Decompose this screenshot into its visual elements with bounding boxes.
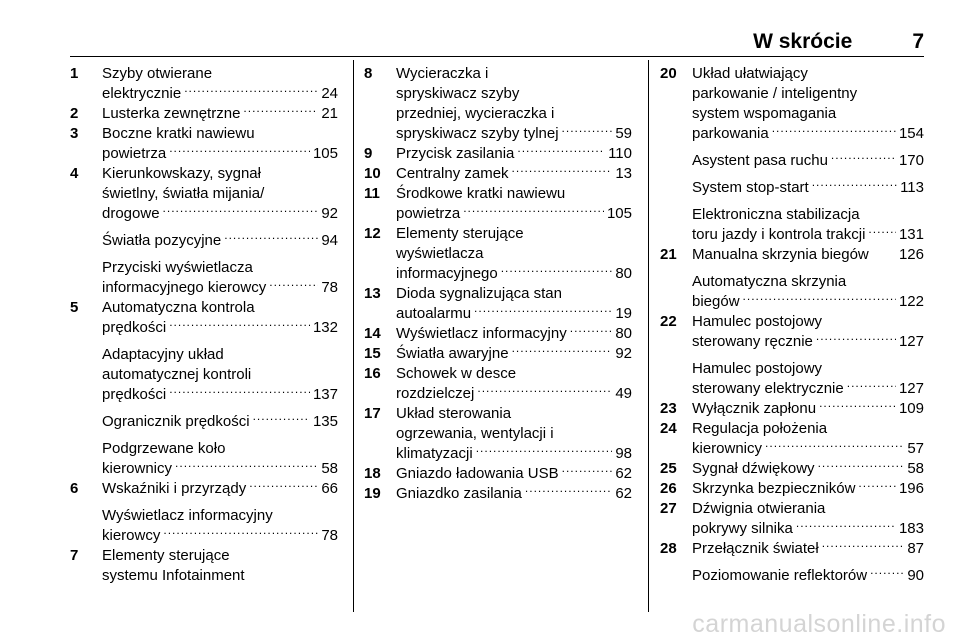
dot-leader xyxy=(772,124,896,138)
entry-text-line: Szyby otwierane xyxy=(102,65,213,82)
entry-label: Światła pozycyjne xyxy=(102,232,222,249)
callout-number: 8 xyxy=(364,65,373,82)
entry-label: klimatyzacji xyxy=(396,445,473,462)
entry-label: Lusterka zewnętrzne xyxy=(102,105,241,122)
dot-leader xyxy=(169,144,310,158)
entry-text-line: Układ sterowania xyxy=(396,405,512,422)
entry-text-line: systemu Infotainment xyxy=(102,567,245,584)
entry-gap xyxy=(660,265,924,272)
dot-leader xyxy=(512,164,613,178)
entry-leader-line xyxy=(692,399,924,419)
index-entry[interactable] xyxy=(660,399,924,419)
dot-leader xyxy=(512,344,613,358)
entry-label: Skrzynka bezpieczników xyxy=(692,480,856,497)
index-entry[interactable] xyxy=(70,506,338,546)
index-entry[interactable] xyxy=(364,224,632,284)
entry-label: Światła awaryjne xyxy=(396,345,509,362)
index-entry[interactable] xyxy=(70,124,338,164)
entry-gap xyxy=(660,198,924,205)
callout-number: 21 xyxy=(660,246,677,263)
entry-leader-line xyxy=(692,245,924,265)
entry-label: pokrywy silnika xyxy=(692,520,793,537)
entry-text-line: spryskiwacz szyby xyxy=(396,85,520,102)
callout-number: 4 xyxy=(70,165,79,182)
entry-leader-line xyxy=(692,519,924,539)
entry-leader-line xyxy=(396,444,632,464)
entry-text-line: Podgrzewane koło xyxy=(102,440,226,457)
callout-number: 7 xyxy=(70,547,79,564)
dot-leader xyxy=(269,278,318,292)
entry-leader-line xyxy=(396,304,632,324)
index-entry[interactable] xyxy=(70,479,338,499)
page-reference[interactable]: 49 xyxy=(615,385,632,402)
entry-label: informacyjnego kierowcy xyxy=(102,279,267,296)
page-reference[interactable]: 154 xyxy=(898,125,924,142)
header-rule xyxy=(70,56,924,57)
dot-leader xyxy=(163,526,318,540)
entry-leader-line xyxy=(102,459,338,479)
index-entry[interactable] xyxy=(660,539,924,559)
callout-number: 5 xyxy=(70,299,79,316)
entry-label: Wyłącznik zapłonu xyxy=(692,400,817,417)
index-entry[interactable] xyxy=(660,245,924,265)
entry-text-line: Elementy sterujące xyxy=(102,547,230,564)
callout-number: 19 xyxy=(364,485,381,502)
page-reference[interactable]: 66 xyxy=(321,480,338,497)
column-divider xyxy=(353,60,354,612)
page-reference[interactable]: 21 xyxy=(321,105,338,122)
page-reference[interactable]: 24 xyxy=(321,85,338,102)
index-entry[interactable] xyxy=(660,272,924,312)
entry-label: System stop-start xyxy=(692,179,809,196)
entry-leader-line xyxy=(102,412,338,432)
dot-leader xyxy=(474,304,612,318)
page-reference[interactable]: 105 xyxy=(606,205,632,222)
callout-number: 1 xyxy=(70,65,79,82)
entry-text-line: ogrzewania, wentylacji i xyxy=(396,425,554,442)
callout-number: 22 xyxy=(660,313,677,330)
entry-leader-line xyxy=(102,104,338,124)
page-reference[interactable]: 58 xyxy=(321,460,338,477)
index-entry[interactable] xyxy=(660,312,924,352)
dot-leader xyxy=(765,439,904,453)
callout-number: 11 xyxy=(364,185,380,202)
index-entry[interactable] xyxy=(70,258,338,298)
index-entry[interactable] xyxy=(660,359,924,399)
entry-label: Manualna skrzynia biegów xyxy=(692,246,869,263)
index-entry[interactable] xyxy=(364,464,632,484)
entry-label: Gniazdko zasilania xyxy=(396,485,522,502)
dot-leader xyxy=(501,264,613,278)
entry-leader-line xyxy=(396,144,632,164)
index-entry[interactable] xyxy=(660,178,924,198)
callout-number: 14 xyxy=(364,325,381,342)
entry-leader-line xyxy=(102,204,338,224)
entry-gap xyxy=(70,224,338,231)
entry-label: drogowe xyxy=(102,205,160,222)
entry-gap xyxy=(70,405,338,412)
dot-leader xyxy=(163,204,319,218)
entry-label: Centralny zamek xyxy=(396,165,509,182)
dot-leader xyxy=(870,566,904,580)
entry-label: biegów xyxy=(692,293,740,310)
entry-text-line: Hamulec postojowy xyxy=(692,313,823,330)
entry-text-line: Elementy sterujące xyxy=(396,225,524,242)
dot-leader xyxy=(562,124,613,138)
entry-leader-line xyxy=(396,204,632,224)
entry-label: kierowcy xyxy=(102,527,161,544)
entry-leader-line xyxy=(396,344,632,364)
index-column-3 xyxy=(660,64,924,586)
column-divider xyxy=(648,60,649,612)
callout-number: 20 xyxy=(660,65,677,82)
entry-leader-line xyxy=(692,459,924,479)
callout-number: 27 xyxy=(660,500,677,517)
entry-leader-line xyxy=(102,278,338,298)
entry-text-line: Regulacja położenia xyxy=(692,420,828,437)
entry-leader-line xyxy=(692,225,924,245)
index-entry[interactable] xyxy=(70,546,338,586)
entry-text-line: Boczne kratki nawiewu xyxy=(102,125,255,142)
entry-leader-line xyxy=(692,332,924,352)
page-reference[interactable]: 92 xyxy=(321,205,338,222)
page-reference[interactable]: 94 xyxy=(321,232,338,249)
index-entry[interactable] xyxy=(70,345,338,405)
entry-label: powietrza xyxy=(396,205,461,222)
dot-leader xyxy=(858,479,896,493)
page-reference[interactable]: 196 xyxy=(898,480,924,497)
entry-leader-line xyxy=(102,144,338,164)
entry-text-line: Kierunkowskazy, sygnał xyxy=(102,165,261,182)
entry-label: rozdzielczej xyxy=(396,385,475,402)
dot-leader xyxy=(525,484,612,498)
page-reference[interactable]: 62 xyxy=(615,485,632,502)
entry-label: spryskiwacz szyby tylnej xyxy=(396,125,559,142)
entry-leader-line xyxy=(692,151,924,171)
callout-number: 26 xyxy=(660,480,677,497)
callout-number: 2 xyxy=(70,105,79,122)
entry-text-line: Automatyczna skrzynia xyxy=(692,273,847,290)
entry-gap xyxy=(70,499,338,506)
callout-number: 3 xyxy=(70,125,79,142)
entry-text-line: wyświetlacza xyxy=(396,245,484,262)
entry-label: elektrycznie xyxy=(102,85,182,102)
page-reference[interactable]: 113 xyxy=(900,179,924,196)
entry-label: Asystent pasa ruchu xyxy=(692,152,828,169)
index-entry[interactable] xyxy=(364,324,632,344)
entry-text-line: Układ ułatwiający xyxy=(692,65,808,82)
page-reference[interactable]: 127 xyxy=(898,333,924,350)
entry-leader-line xyxy=(102,231,338,251)
page-reference[interactable]: 80 xyxy=(615,325,632,342)
index-entry[interactable] xyxy=(660,566,924,586)
index-entry[interactable] xyxy=(364,184,632,224)
entry-leader-line xyxy=(692,439,924,459)
dot-leader xyxy=(169,385,310,399)
entry-label: Ogranicznik prędkości xyxy=(102,413,250,430)
page-reference[interactable]: 137 xyxy=(312,386,338,403)
callout-number: 15 xyxy=(364,345,381,362)
page-reference[interactable]: 183 xyxy=(898,520,924,537)
index-entry[interactable] xyxy=(364,164,632,184)
entry-text-line: Automatyczna kontrola xyxy=(102,299,255,316)
page-header xyxy=(70,26,924,58)
index-entry[interactable] xyxy=(364,484,632,504)
callout-number: 23 xyxy=(660,400,677,417)
index-entry[interactable] xyxy=(70,104,338,124)
entry-label: Gniazdo ładowania USB xyxy=(396,465,559,482)
entry-text-line: świetlny, światła mijania/ xyxy=(102,185,265,202)
page-reference[interactable]: 87 xyxy=(907,540,924,557)
callout-number: 13 xyxy=(364,285,381,302)
entry-gap xyxy=(70,338,338,345)
callout-number: 6 xyxy=(70,480,79,497)
entry-leader-line xyxy=(102,318,338,338)
entry-label: Przełącznik świateł xyxy=(692,540,819,557)
entry-gap xyxy=(70,432,338,439)
dot-leader xyxy=(831,151,896,165)
index-entry[interactable] xyxy=(70,298,338,338)
dot-leader xyxy=(816,332,896,346)
entry-label: sterowany elektrycznie xyxy=(692,380,844,397)
entry-leader-line xyxy=(692,178,924,198)
dot-leader xyxy=(818,459,905,473)
callout-number: 16 xyxy=(364,365,381,382)
page-reference[interactable]: 92 xyxy=(615,345,632,362)
page-reference[interactable]: 13 xyxy=(615,165,632,182)
page-number: 7 xyxy=(912,30,924,53)
entry-gap xyxy=(660,171,924,178)
index-entry[interactable] xyxy=(364,364,632,404)
page-reference[interactable]: 131 xyxy=(898,226,924,243)
page-reference[interactable]: 78 xyxy=(321,527,338,544)
dot-leader xyxy=(868,225,896,239)
entry-leader-line xyxy=(102,385,338,405)
entry-label: autoalarmu xyxy=(396,305,472,322)
page-reference[interactable]: 62 xyxy=(615,465,632,482)
page-reference[interactable]: 110 xyxy=(608,145,632,162)
dot-leader xyxy=(570,324,613,338)
entry-leader-line xyxy=(102,479,338,499)
entry-text-line: Przyciski wyświetlacza xyxy=(102,259,253,276)
dot-leader xyxy=(819,399,896,413)
page-reference[interactable]: 122 xyxy=(898,293,924,310)
entry-label: toru jazdy i kontrola trakcji xyxy=(692,226,866,243)
page-reference[interactable]: 132 xyxy=(312,319,338,336)
entry-gap xyxy=(660,352,924,359)
entry-leader-line xyxy=(692,124,924,144)
entry-text-line: Środkowe kratki nawiewu xyxy=(396,185,566,202)
entry-leader-line xyxy=(396,164,632,184)
page-reference[interactable]: 109 xyxy=(898,400,924,417)
index-entry[interactable] xyxy=(660,419,924,459)
entry-text-line: Schowek w desce xyxy=(396,365,517,382)
page-reference[interactable]: 19 xyxy=(615,305,632,322)
dot-leader xyxy=(175,459,318,473)
entry-gap xyxy=(660,144,924,151)
index-entry[interactable] xyxy=(364,284,632,324)
dot-leader xyxy=(517,144,605,158)
page-reference[interactable]: 126 xyxy=(898,246,924,263)
page-reference[interactable]: 57 xyxy=(907,440,924,457)
entry-leader-line xyxy=(396,324,632,344)
page-reference[interactable]: 78 xyxy=(321,279,338,296)
index-column-2 xyxy=(364,64,632,504)
entry-gap xyxy=(660,559,924,566)
entry-text-line: Wycieraczka i xyxy=(396,65,489,82)
entry-label: sterowany ręcznie xyxy=(692,333,813,350)
entry-label: Wyświetlacz informacyjny xyxy=(396,325,567,342)
section-title: W skrócie xyxy=(753,30,853,53)
index-entry[interactable] xyxy=(660,64,924,144)
entry-leader-line xyxy=(692,379,924,399)
page-reference[interactable]: 80 xyxy=(615,265,632,282)
dot-leader xyxy=(463,204,604,218)
entry-text-line: przedniej, wycieraczka i xyxy=(396,105,555,122)
entry-leader-line xyxy=(396,124,632,144)
dot-leader xyxy=(812,178,897,192)
callout-number: 28 xyxy=(660,540,677,557)
index-entry[interactable] xyxy=(660,459,924,479)
entry-label: kierownicy xyxy=(102,460,173,477)
dot-leader xyxy=(796,519,896,533)
watermark: carmanualsonline.info xyxy=(692,610,946,638)
index-entry[interactable] xyxy=(364,144,632,164)
entry-text-line: Adaptacyjny układ xyxy=(102,346,224,363)
entry-label: Przycisk zasilania xyxy=(396,145,515,162)
entry-label: Poziomowanie reflektorów xyxy=(692,567,868,584)
dot-leader xyxy=(224,231,318,245)
entry-text-line: Hamulec postojowy xyxy=(692,360,823,377)
index-entry[interactable] xyxy=(364,64,632,144)
entry-text-line: Dźwignia otwierania xyxy=(692,500,826,517)
entry-text-line: parkowanie / inteligentny xyxy=(692,85,858,102)
index-entry[interactable] xyxy=(70,64,338,104)
callout-number: 17 xyxy=(364,405,381,422)
entry-label: kierownicy xyxy=(692,440,763,457)
index-entry[interactable] xyxy=(660,499,924,539)
dot-leader xyxy=(184,84,318,98)
entry-leader-line xyxy=(692,479,924,499)
entry-leader-line xyxy=(692,566,924,586)
dot-leader xyxy=(847,379,896,393)
entry-text-line: automatycznej kontroli xyxy=(102,366,252,383)
entry-text-line: Wyświetlacz informacyjny xyxy=(102,507,273,524)
entry-label: parkowania xyxy=(692,125,769,142)
index-entry[interactable] xyxy=(364,404,632,464)
page-reference[interactable]: 90 xyxy=(907,567,924,584)
page-reference[interactable]: 170 xyxy=(898,152,924,169)
callout-number: 9 xyxy=(364,145,373,162)
index-entry[interactable] xyxy=(660,151,924,171)
page-reference[interactable]: 58 xyxy=(907,460,924,477)
entry-label: Wskaźniki i przyrządy xyxy=(102,480,247,497)
index-entry[interactable] xyxy=(660,479,924,499)
dot-leader xyxy=(562,464,613,478)
entry-leader-line xyxy=(692,292,924,312)
callout-number: 24 xyxy=(660,420,677,437)
entry-leader-line xyxy=(396,384,632,404)
dot-leader xyxy=(253,412,310,426)
entry-text-line: system wspomagania xyxy=(692,105,837,122)
entry-leader-line xyxy=(396,264,632,284)
dot-leader xyxy=(743,292,896,306)
dot-leader xyxy=(249,479,318,493)
entry-label: Sygnał dźwiękowy xyxy=(692,460,815,477)
index-column-1 xyxy=(70,64,338,586)
index-entry[interactable] xyxy=(70,231,338,251)
index-entry[interactable] xyxy=(364,344,632,364)
entry-text-line: Elektroniczna stabilizacja xyxy=(692,206,860,223)
callout-number: 25 xyxy=(660,460,677,477)
dot-leader xyxy=(476,444,613,458)
entry-leader-line xyxy=(102,84,338,104)
index-entry[interactable] xyxy=(70,439,338,479)
dot-leader xyxy=(243,104,318,118)
page-reference[interactable]: 59 xyxy=(615,125,632,142)
entry-label: informacyjnego xyxy=(396,265,498,282)
entry-label: prędkości xyxy=(102,319,167,336)
index-entry[interactable] xyxy=(70,412,338,432)
page-reference[interactable]: 127 xyxy=(898,380,924,397)
index-entry[interactable] xyxy=(70,164,338,224)
callout-number: 18 xyxy=(364,465,381,482)
entry-text-line: Dioda sygnalizująca stan xyxy=(396,285,562,302)
entry-leader-line xyxy=(396,484,632,504)
index-entry[interactable] xyxy=(660,205,924,245)
entry-label: powietrza xyxy=(102,145,167,162)
page-reference[interactable]: 105 xyxy=(312,145,338,162)
page-reference[interactable]: 135 xyxy=(312,413,338,430)
entry-gap xyxy=(70,251,338,258)
entry-leader-line xyxy=(102,526,338,546)
callout-number: 10 xyxy=(364,165,381,182)
entry-label: prędkości xyxy=(102,386,167,403)
entry-leader-line xyxy=(396,464,632,484)
dot-leader xyxy=(822,539,905,553)
entry-leader-line xyxy=(692,539,924,559)
dot-leader xyxy=(477,384,612,398)
callout-number: 12 xyxy=(364,225,381,242)
dot-leader xyxy=(169,318,310,332)
page-reference[interactable]: 98 xyxy=(615,445,632,462)
